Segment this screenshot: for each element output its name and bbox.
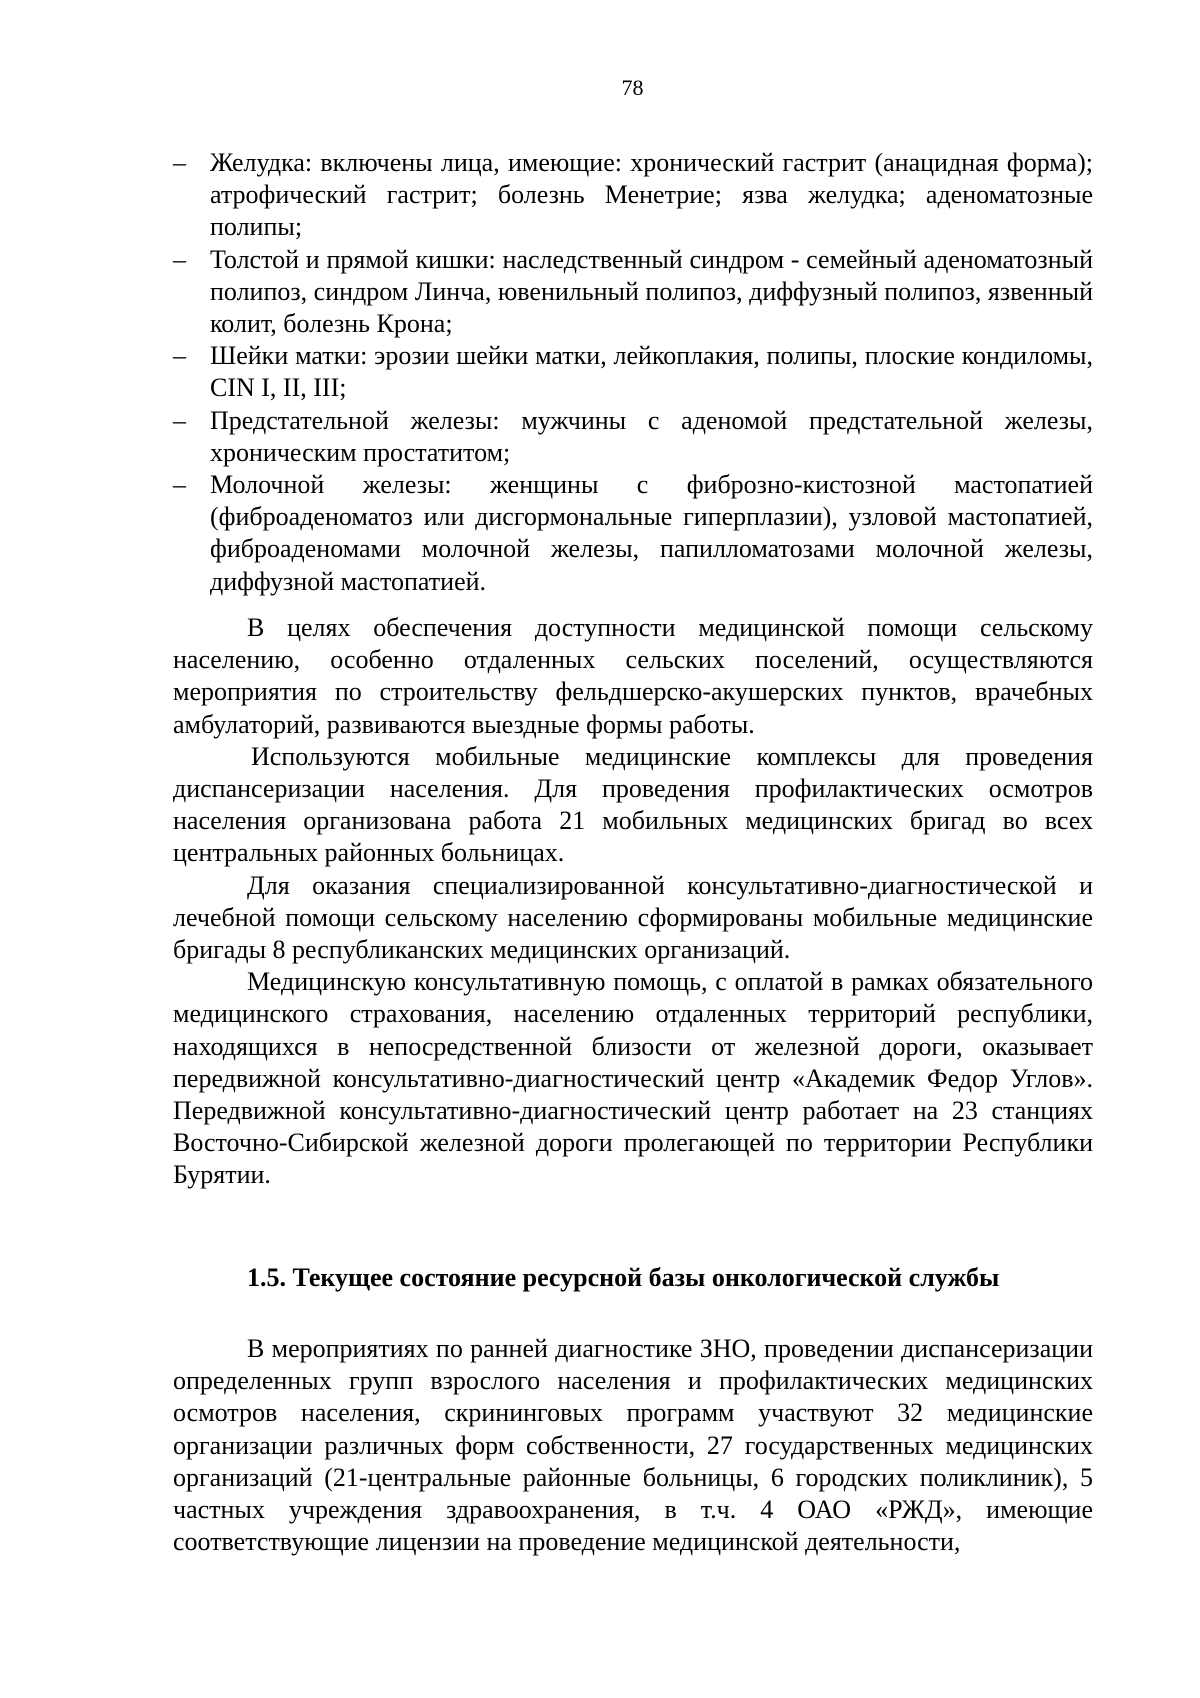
list-item-text: Толстой и прямой кишки: наследственный синдром - семейный аденоматозный полипоз, синдром Линча, ювенильный полипоз, диффузный полипоз, язвенный колит, болезнь Крона; (210, 244, 1093, 339)
paragraph-rural-access: В целях обеспечения доступности медицинской помощи сельскому населению, особенно отдаленных сельских поселений, осуществляются мероприятия по строительству фельдшерско-акушерских пунктов, врачебных амбулаторий, развиваются выездные формы работы. (173, 613, 1093, 739)
list-item-text: Шейки матки: эрозии шейки матки, лейкоплакия, полипы, плоские кондиломы, CIN I, II, III; (210, 341, 1093, 403)
body-paragraphs (173, 612, 1093, 1192)
risk-groups-list (173, 147, 1093, 598)
paragraph-screening-orgs: В мероприятиях по ранней диагностике ЗНО, проведении диспансеризации определенных групп взрослого населения и профилактических медицинских осмотров населения, скрининговых программ участвуют 32 медицинские организации различных форм собственности, 27 государственных медицинских организаций (21-центральные районные больницы, 6 городских поликлиник), 5 частных учреждения здравоохранения, в т.ч. 4 ОАО «РЖД», имеющие соответствующие лицензии на проведение медицинской деятельности, (173, 1334, 1093, 1557)
list-item (173, 405, 1093, 469)
list-item (173, 340, 1093, 404)
list-dash: – (173, 341, 186, 371)
list-dash: – (173, 470, 186, 500)
paragraph-specialized-care: Для оказания специализированной консультативно-диагностической и лечебной помощи сельскому населению сформированы мобильные медицинские бригады 8 республиканских медицинских организаций. (173, 870, 1093, 965)
list-item (173, 469, 1093, 598)
section-heading: 1.5. Текущее состояние ресурсной базы онкологической службы (247, 1263, 1000, 1292)
section-paragraphs (173, 1333, 1093, 1558)
list-dash: – (173, 148, 186, 177)
list-item-text: Предстательной железы: мужчины с аденомой предстательной железы, хроническим простатитом; (210, 405, 1093, 467)
list-dash: – (173, 405, 186, 435)
paragraph-mobile-complexes: Используются мобильные медицинские комплексы для проведения диспансеризации населения. Для проведения профилактических осмотров населения организована работа 21 мобильных медицинских бригад во всех центральных районных больницах. (173, 741, 1093, 868)
list-item (173, 244, 1093, 341)
list-item (173, 147, 1093, 244)
list-dash: – (173, 244, 186, 274)
paragraph-mobile-center: Медицинскую консультативную помощь, с оплатой в рамках обязательного медицинского страхования, населению отдаленных территорий республики, находящихся в непосредственной близости от железной дороги, оказывает передвижной консультативно-диагностический центр «Академик Федор Углов». Передвижной консультативно-диагностический центр работает на 23 станциях Восточно-Сибирской железной дороги пролегающей по территории Республики Бурятии. (173, 967, 1093, 1190)
page-number: 78 (621, 75, 644, 100)
list-item-text: Молочной железы: женщины с фиброзно-кистозной мастопатией (фиброаденоматоз или дисгормональные гиперплазии), узловой мастопатией, фиброаденомами молочной железы, папилломатозами молочной железы, диффузной мастопатией. (210, 470, 1093, 596)
list-item-text: Желудка: включены лица, имеющие: хронический гастрит (анацидная форма); атрофический гастрит; болезнь Менетрие; язва желудка; аденоматозные полипы; (210, 148, 1093, 242)
